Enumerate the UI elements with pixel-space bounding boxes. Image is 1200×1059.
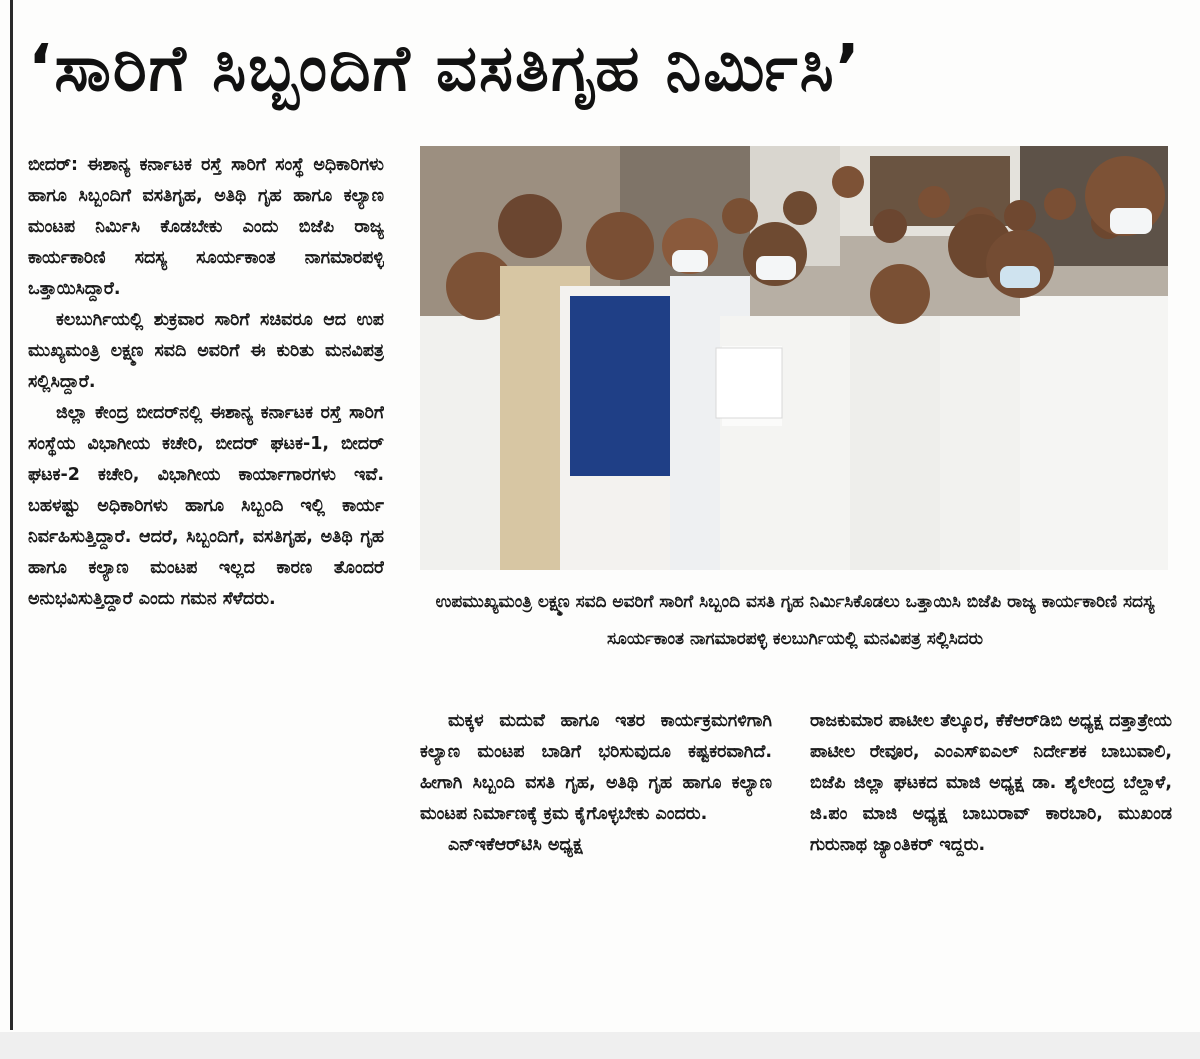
headline: ‘ಸಾರಿಗೆ ಸಿಬ್ಬಂದಿಗೆ ವಸತಿಗೃಹ ನಿರ್ಮಿಸಿ’ bbox=[28, 32, 862, 106]
article-paragraph: ರಾಜಕುಮಾರ ಪಾಟೀಲ ತೆಲ್ಕೂರ, ಕೆಕೆಆರ್‌ಡಿಬಿ ಅಧ್ಯಕ್ಷ ದತ್ತಾತ್ರೇಯ ಪಾಟೀಲ ರೇವೂರ, ಎಂಎಸ್‌ಐಎಲ್ ನಿರ್ದೇಶಕ ಬಾಬುವಾಲಿ, ಬಿಜೆಪಿ ಜಿಲ್ಲಾ ಘಟಕದ ಮಾಜಿ ಅಧ್ಯಕ್ಷ ಡಾ. ಶೈಲೇಂದ್ರ ಬೆಲ್ದಾಳೆ, ಜಿ.ಪಂ ಮಾಜಿ ಅಧ್ಯಕ್ಷ ಬಾಬುರಾವ್ ಕಾರಬಾರಿ, ಮುಖಂಡ ಗುರುನಾಥ ಜ್ಯಾಂತಿಕರ್ ಇದ್ದರು. bbox=[810, 711, 1172, 855]
news-photo-illustration bbox=[420, 146, 1168, 570]
photo-caption: ಉಪಮುಖ್ಯಮಂತ್ರಿ ಲಕ್ಷ್ಮಣ ಸವದಿ ಅವರಿಗೆ ಸಾರಿಗೆ ಸಿಬ್ಬಂದಿ ವಸತಿ ಗೃಹ ನಿರ್ಮಿಸಿಕೊಡಲು ಒತ್ತಾಯಿಸಿ ಬಿಜೆಪಿ ರಾಜ್ಯ ಕಾರ್ಯಕಾರಿಣಿ ಸದಸ್ಯ ಸೂರ್ಯಕಾಂತ ನಾಗಮಾರಪಳ್ಳಿ ಕಲಬುರ್ಗಿಯಲ್ಲಿ ಮನವಿಪತ್ರ ಸಲ್ಲಿಸಿದರು bbox=[435, 592, 1155, 649]
article-paragraph: ಕಲಬುರ್ಗಿಯಲ್ಲಿ ಶುಕ್ರವಾರ ಸಾರಿಗೆ ಸಚಿವರೂ ಆದ ಉಪ ಮುಖ್ಯಮಂತ್ರಿ ಲಕ್ಷ್ಮಣ ಸವದಿ ಅವರಿಗೆ ಈ ಕುರಿತು ಮನವಿಪತ್ರ ಸಲ್ಲಿಸಿದ್ದಾರೆ. bbox=[28, 310, 384, 392]
memorandum-paper bbox=[716, 348, 782, 418]
article-paragraph: ಎನ್‌ಇಕೆಆರ್‌ಟಿಸಿ ಅಧ್ಯಕ್ಷ bbox=[448, 835, 583, 855]
article-column-right bbox=[810, 706, 1172, 1006]
bottom-margin bbox=[0, 1032, 1200, 1059]
column-rule bbox=[10, 0, 13, 1030]
article-paragraph: ಮಕ್ಕಳ ಮದುವೆ ಹಾಗೂ ಇತರ ಕಾರ್ಯಕ್ರಮಗಳಿಗಾಗಿ ಕಲ್ಯಾಣ ಮಂಟಪ ಬಾಡಿಗೆ ಭರಿಸುವುದೂ ಕಷ್ಟಕರವಾಗಿದೆ. ಹೀಗಾಗಿ ಸಿಬ್ಬಂದಿ ವಸತಿ ಗೃಹ, ಅತಿಥಿ ಗೃಹ ಹಾಗೂ ಕಲ್ಯಾಣ ಮಂಟಪ ನಿರ್ಮಾಣಕ್ಕೆ ಕ್ರಮ ಕೈಗೊಳ್ಳಬೇಕು ಎಂದರು. bbox=[420, 711, 772, 824]
article-column-left bbox=[28, 150, 384, 1000]
article-column-middle bbox=[420, 706, 772, 1006]
article-paragraph: ಬೀದರ್: ಈಶಾನ್ಯ ಕರ್ನಾಟಕ ರಸ್ತೆ ಸಾರಿಗೆ ಸಂಸ್ಥೆ ಅಧಿಕಾರಿಗಳು ಹಾಗೂ ಸಿಬ್ಬಂದಿಗೆ ವಸತಿಗೃಹ, ಅತಿಥಿ ಗೃಹ ಹಾಗೂ ಕಲ್ಯಾಣ ಮಂಟಪ ನಿರ್ಮಿಸಿ ಕೊಡಬೇಕು ಎಂದು ಬಿಜೆಪಿ ರಾಜ್ಯ ಕಾರ್ಯಕಾರಿಣಿ ಸದಸ್ಯ ಸೂರ್ಯಕಾಂತ ನಾಗಮಾರಪಳ್ಳಿ ಒತ್ತಾಯಿಸಿದ್ದಾರೆ. bbox=[28, 155, 384, 299]
article-paragraph: ಜಿಲ್ಲಾ ಕೇಂದ್ರ ಬೀದರ್‌ನಲ್ಲಿ ಈಶಾನ್ಯ ಕರ್ನಾಟಕ ರಸ್ತೆ ಸಾರಿಗೆ ಸಂಸ್ಥೆಯ ವಿಭಾಗೀಯ ಕಚೇರಿ, ಬೀದರ್ ಘಟಕ-1, ಬೀದರ್ ಘಟಕ-2 ಕಚೇರಿ, ವಿಭಾಗೀಯ ಕಾರ್ಯಾಗಾರಗಳು ಇವೆ. ಬಹಳಷ್ಟು ಅಧಿಕಾರಿಗಳು ಹಾಗೂ ಸಿಬ್ಬಂದಿ ಇಲ್ಲಿ ಕಾರ್ಯ ನಿರ್ವಹಿಸುತ್ತಿದ್ದಾರೆ. ಆದರೆ, ಸಿಬ್ಬಂದಿಗೆ, ವಸತಿಗೃಹ, ಅತಿಥಿ ಗೃಹ ಹಾಗೂ ಕಲ್ಯಾಣ ಮಂಟಪ ಇಲ್ಲದ ಕಾರಣ ತೊಂದರೆ ಅನುಭವಿಸುತ್ತಿದ್ದಾರೆ ಎಂದು ಗಮನ ಸೆಳೆದರು. bbox=[28, 403, 384, 609]
news-photo bbox=[420, 146, 1168, 570]
